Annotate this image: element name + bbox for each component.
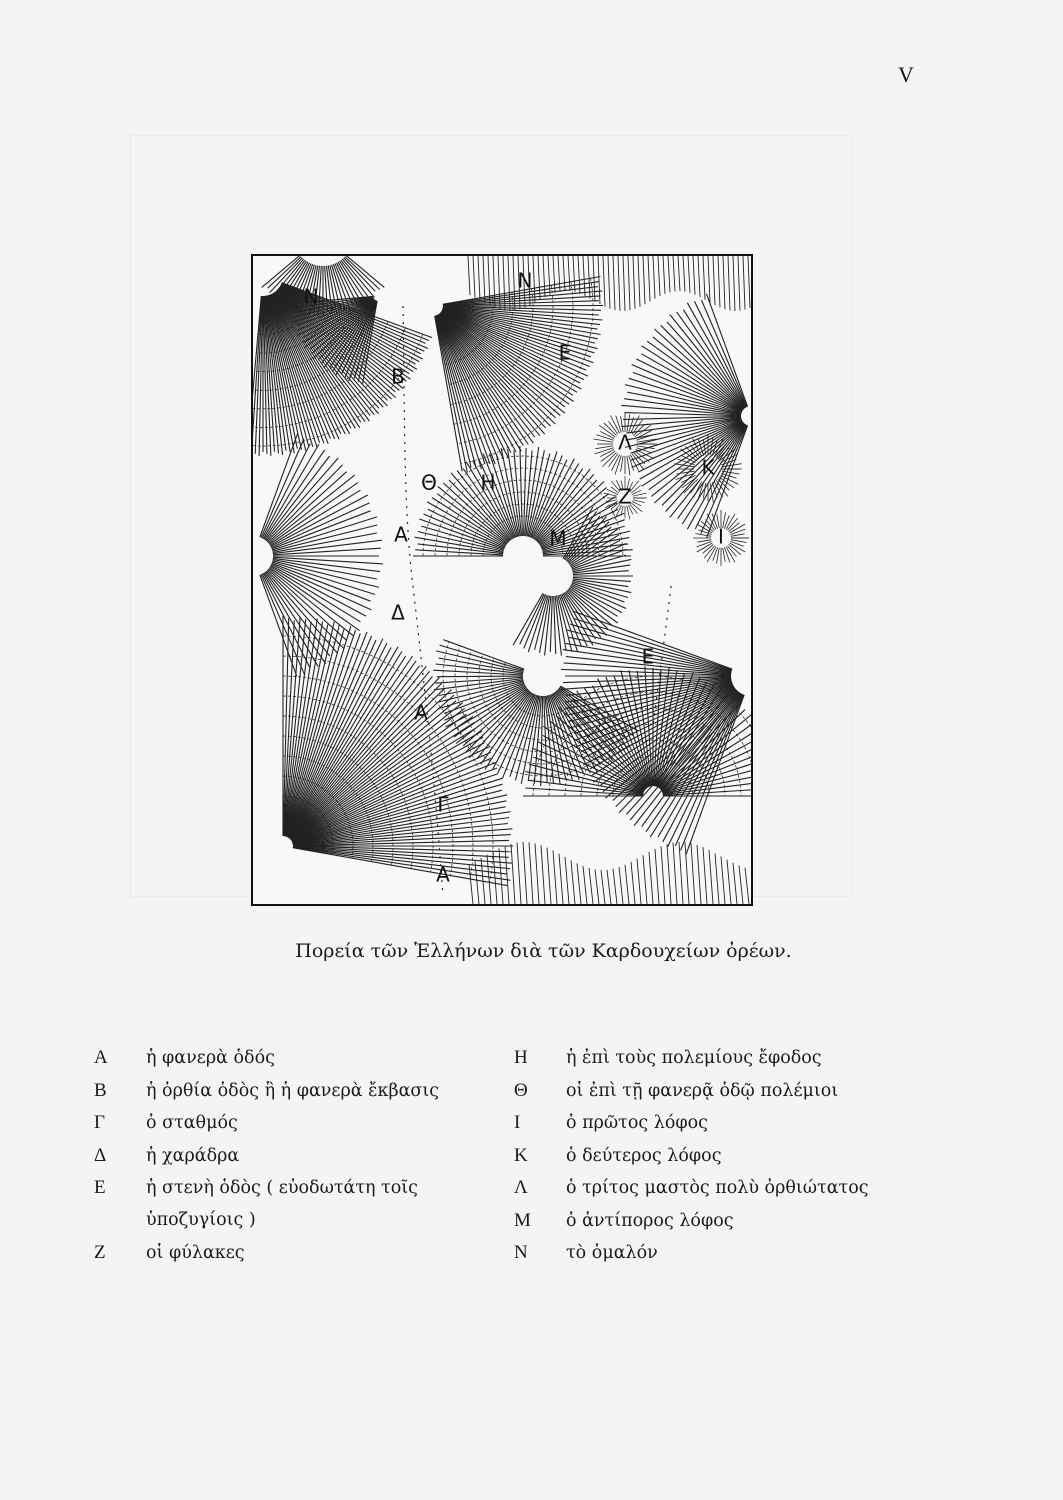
legend-item	[94, 1172, 514, 1237]
legend-item	[94, 1075, 514, 1108]
legend-text: ἡ χαράδρα	[146, 1145, 240, 1166]
legend-key: M	[514, 1209, 531, 1231]
legend-text: ὁ σταθμός	[146, 1113, 238, 1133]
legend-column-right	[514, 1042, 974, 1270]
map-label-n-right: N	[517, 268, 533, 293]
legend-item	[514, 1205, 974, 1238]
legend-key: K	[514, 1144, 528, 1166]
legend-key: Λ	[514, 1177, 528, 1198]
legend-item	[514, 1042, 974, 1075]
legend-text: οἱ ἐπὶ τῇ φανερᾷ ὁδῷ πολέμιοι	[566, 1080, 839, 1101]
hachure-map	[253, 256, 751, 904]
hill-hachures	[253, 256, 751, 904]
legend-item	[94, 1237, 514, 1270]
map-label-z: Z	[618, 484, 632, 509]
legend-text: ἡ ὀρθία ὁδὸς ἢ ἡ φανερὰ ἔκβασις	[146, 1080, 440, 1101]
map-label-e-top: E	[558, 340, 572, 365]
legend-key: H	[514, 1047, 528, 1068]
map-label-i: I	[718, 524, 724, 549]
legend-item	[514, 1107, 974, 1140]
page-number: V	[898, 62, 914, 87]
map-label-theta: Θ	[421, 470, 437, 495]
legend-key: A	[94, 1047, 108, 1068]
map-label-delta: Δ	[391, 600, 405, 625]
map-label-a-bottom: A	[436, 862, 450, 887]
legend-text: ὁ τρίτος μαστὸς πολὺ ὀρθιώτατος	[566, 1178, 869, 1198]
map-label-a-middle: A	[414, 700, 428, 725]
legend-key: N	[514, 1242, 528, 1263]
legend-text: ὁ πρῶτος λόφος	[566, 1113, 708, 1133]
legend-item	[94, 1140, 514, 1173]
legend-item	[94, 1107, 514, 1140]
legend-key: Γ	[94, 1112, 105, 1133]
map-label-a-upper: A	[394, 522, 408, 547]
map-label-lambda: Λ	[618, 430, 632, 455]
legend-text: ὁ ἀντίπορος λόφος	[566, 1210, 734, 1231]
legend-text: ἡ στενὴ ὁδὸς ( εὐοδωτάτη τοῖς ὑποζυγίοις )	[146, 1178, 418, 1230]
legend-key: Δ	[94, 1144, 107, 1166]
legend-text: τὸ ὁμαλόν	[566, 1243, 658, 1263]
legend-key: Z	[94, 1242, 106, 1263]
map-label-m: M	[549, 526, 567, 551]
legend-item	[514, 1075, 974, 1108]
map-label-eta: Η	[480, 470, 496, 495]
legend-key: B	[94, 1079, 107, 1101]
map-frame	[251, 254, 753, 906]
legend-key: Θ	[514, 1079, 528, 1101]
legend-item	[514, 1237, 974, 1270]
map-label-k: K	[701, 455, 715, 480]
map-label-b: B	[391, 364, 405, 389]
legend-text: ἡ ἐπὶ τοὺς πολεμίους ἔφοδος	[566, 1048, 822, 1068]
legend-text: ὁ δεύτερος λόφος	[566, 1145, 722, 1166]
legend-item	[94, 1042, 514, 1075]
legend-text: ἡ φανερὰ ὁδός	[146, 1048, 275, 1068]
map-label-n-left: N	[303, 284, 319, 309]
map-label-gamma: Γ	[437, 792, 449, 817]
map-caption: Πορεία τῶν Ἑλλήνων διὰ τῶν Καρδουχείων ὀρέων.	[295, 940, 792, 962]
legend-item	[514, 1172, 974, 1205]
legend-text: οἱ φύλακες	[146, 1243, 245, 1263]
legend-key: E	[94, 1177, 106, 1198]
map-label-e-right: E	[641, 644, 655, 669]
legend-key: I	[514, 1112, 521, 1133]
legend-column-left	[94, 1042, 514, 1270]
legend-item	[514, 1140, 974, 1173]
